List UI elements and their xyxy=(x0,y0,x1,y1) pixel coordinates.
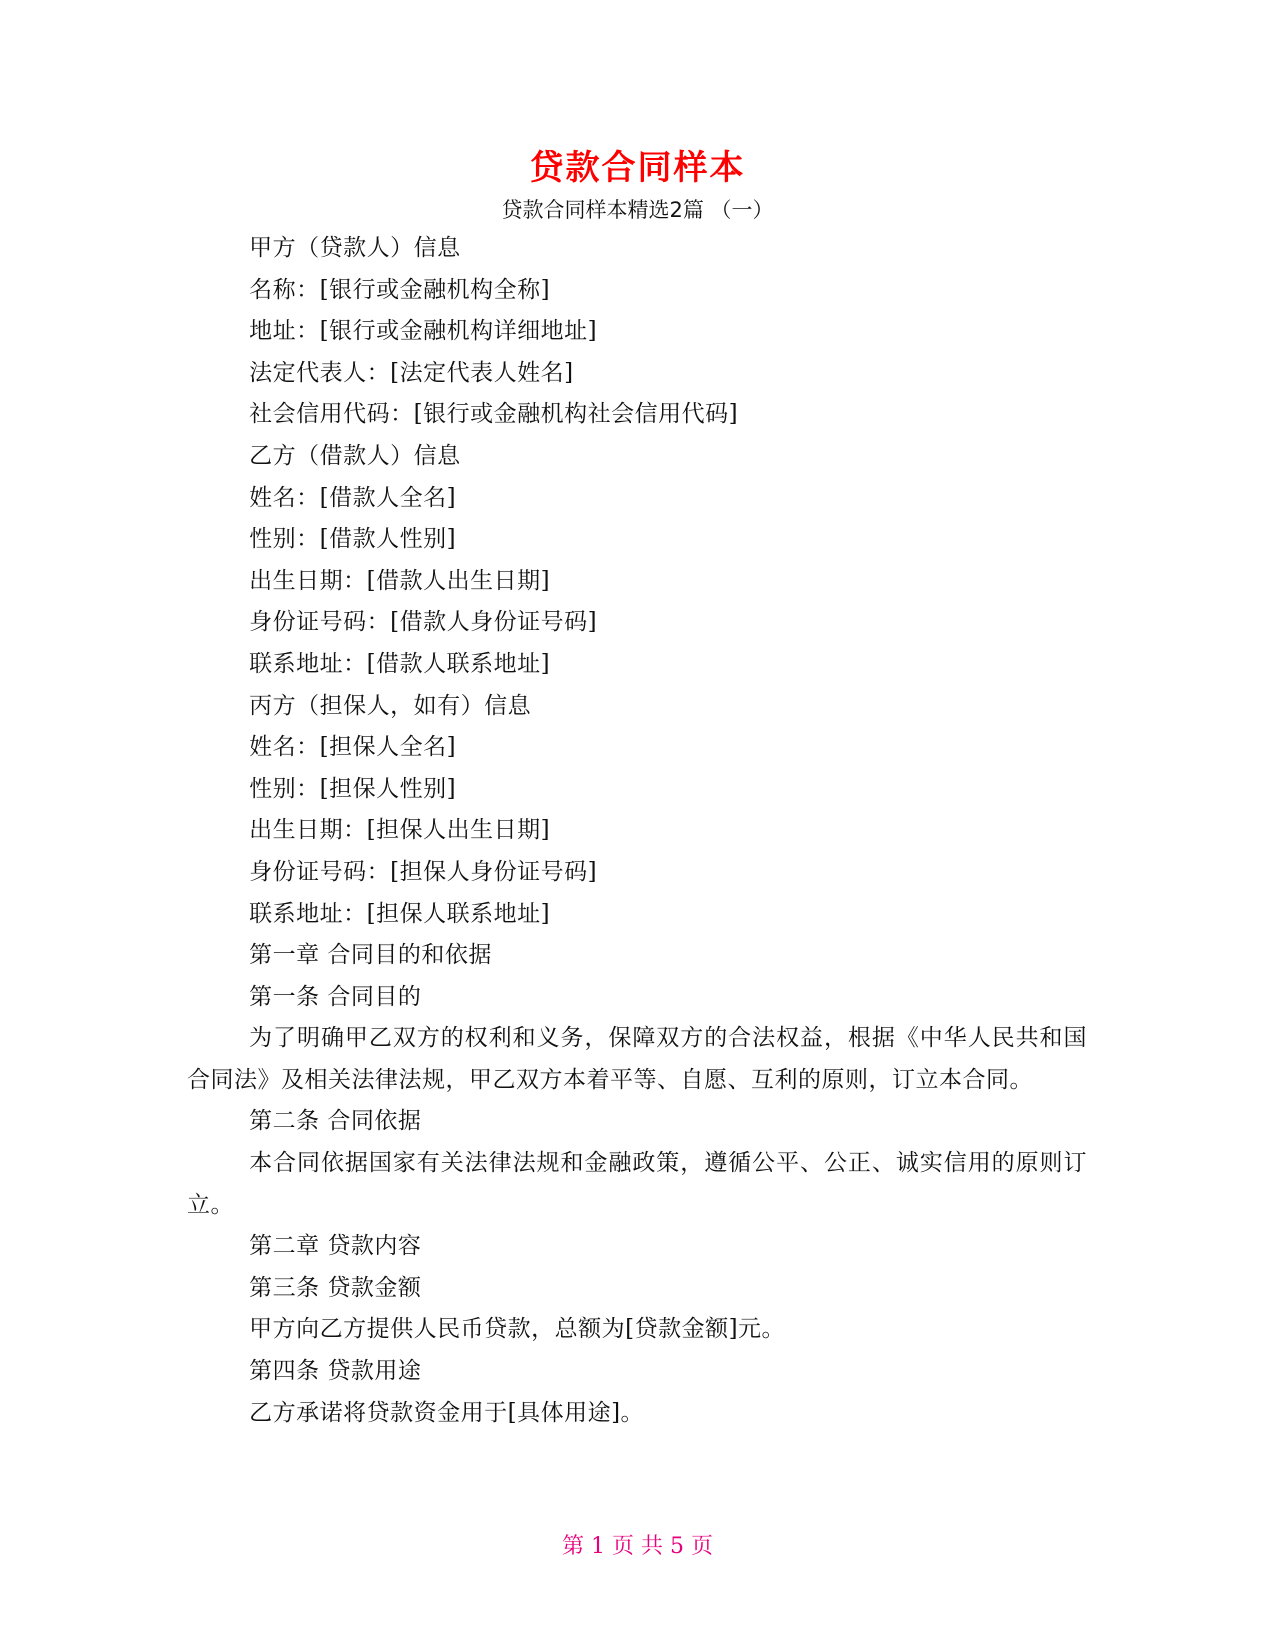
paragraph: 甲方向乙方提供人民币贷款，总额为[贷款金额]元。 xyxy=(249,1316,786,1343)
article-heading: 第一条 合同目的 xyxy=(249,983,422,1010)
paragraph: 性别：[担保人性别] xyxy=(249,775,457,802)
chapter-heading: 第一章 合同目的和依据 xyxy=(249,942,492,969)
paragraph: 乙方（借款人）信息 xyxy=(249,442,461,469)
paragraph: 身份证号码：[担保人身份证号码] xyxy=(249,858,598,885)
paragraph: 身份证号码：[借款人身份证号码] xyxy=(249,609,598,636)
paragraph: 为了明确甲乙双方的权利和义务，保障双方的合法权益，根据《中华人民共和国合同法》及相关法律法规，甲乙双方本着平等、自愿、互利的原则，订立本合同。 xyxy=(187,1025,1087,1093)
paragraph: 联系地址：[借款人联系地址] xyxy=(249,650,551,677)
paragraph: 姓名：[借款人全名] xyxy=(249,484,457,511)
paragraph: 社会信用代码：[银行或金融机构社会信用代码] xyxy=(249,401,739,428)
paragraph: 乙方承诺将贷款资金用于[具体用途]。 xyxy=(249,1399,645,1426)
paragraph: 联系地址：[担保人联系地址] xyxy=(249,900,551,927)
paragraph: 名称：[银行或金融机构全称] xyxy=(249,276,551,303)
article-heading: 第四条 贷款用途 xyxy=(249,1358,422,1385)
paragraph: 出生日期：[借款人出生日期] xyxy=(249,567,551,594)
document-title: 贷款合同样本 xyxy=(529,148,746,188)
document-subtitle: 贷款合同样本精选2篇 （一） xyxy=(501,198,774,222)
paragraph: 姓名：[担保人全名] xyxy=(249,734,457,761)
paragraph: 甲方（贷款人）信息 xyxy=(249,235,461,261)
paragraph: 法定代表人：[法定代表人姓名] xyxy=(249,359,574,386)
article-heading: 第三条 贷款金额 xyxy=(249,1274,422,1301)
paragraph: 地址：[银行或金融机构详细地址] xyxy=(249,318,598,345)
paragraph: 性别：[借款人性别] xyxy=(249,526,457,553)
document-body xyxy=(187,228,1087,1434)
paragraph: 丙方（担保人，如有）信息 xyxy=(249,692,532,719)
article-heading: 第二条 合同依据 xyxy=(249,1108,422,1135)
paragraph: 出生日期：[担保人出生日期] xyxy=(249,817,551,844)
page-number-footer: 第 1 页 共 5 页 xyxy=(562,1534,713,1559)
paragraph: 本合同依据国家有关法律法规和金融政策，遵循公平、公正、诚实信用的原则订立。 xyxy=(187,1150,1087,1218)
chapter-heading: 第二章 贷款内容 xyxy=(249,1233,422,1260)
